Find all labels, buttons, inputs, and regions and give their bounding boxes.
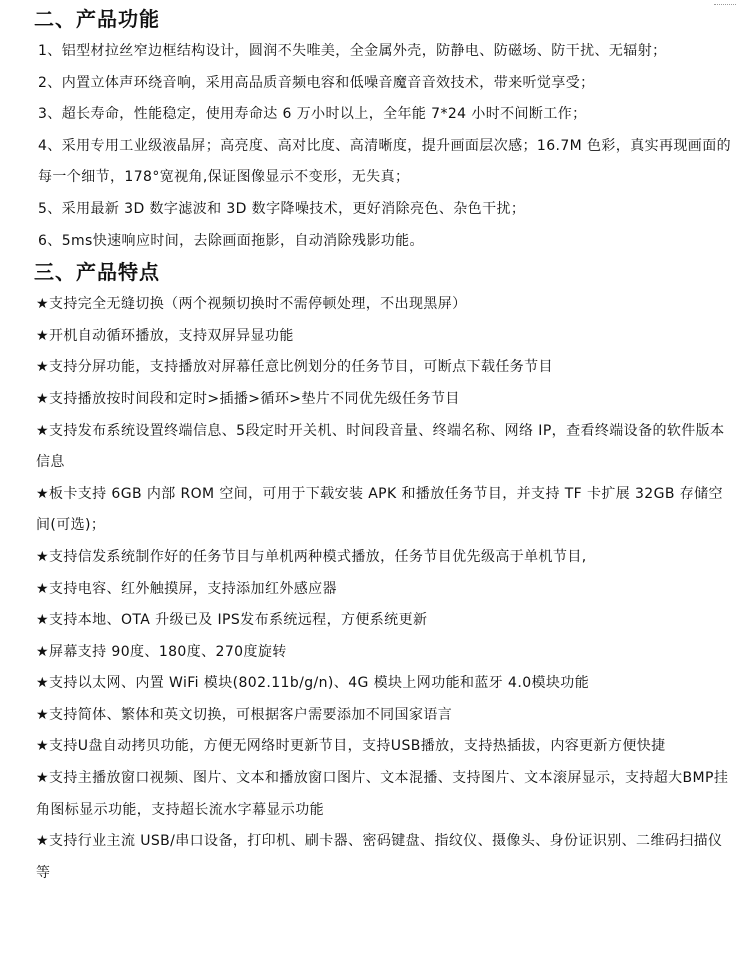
feature-item [36, 574, 734, 606]
feature-item [36, 321, 734, 353]
star-icon: ★ [36, 548, 49, 565]
feature-text: 支持行业主流 USB/串口设备，打印机、刷卡器、密码键盘、指纹仪、摄像头、身份证识别、二维码扫描仪等 [36, 833, 723, 881]
star-icon: ★ [36, 833, 49, 850]
feature-text: 支持U盘自动拷贝功能，方便无网络时更新节目，支持USB播放，支持热插拔，内容更新方便快捷 [48, 738, 666, 755]
feature-item [36, 668, 734, 700]
feature-item [36, 605, 734, 637]
function-item: 5、采用最新 3D 数字滤波和 3D 数字降噪技术，更好消除亮色、杂色干扰； [38, 200, 526, 217]
section-features-title: 三、产品特点 [34, 260, 160, 285]
star-icon: ★ [36, 706, 49, 723]
function-item: 2、内置立体声环绕音响，采用高品质音频电容和低噪音魔音音效技术，带来听觉享受； [38, 74, 595, 91]
star-icon: ★ [36, 675, 49, 692]
feature-item [36, 384, 734, 416]
star-icon: ★ [36, 612, 49, 629]
feature-text: 支持播放按时间段和定时>插播>循环>垫片不同优先级任务节目 [48, 390, 460, 407]
feature-text: 支持发布系统设置终端信息、5段定时开关机、时间段音量、终端名称、网络 IP，查看终端设备的软件版本信息 [36, 422, 725, 471]
feature-item [36, 700, 734, 732]
feature-text: 开机自动循环播放，支持双屏异显功能 [48, 327, 294, 344]
functions-list [38, 36, 734, 257]
function-item: 6、5ms快速响应时间，去除画面拖影，自动消除残影功能。 [38, 232, 424, 249]
feature-item [36, 416, 734, 479]
feature-item [36, 289, 734, 321]
star-icon: ★ [36, 643, 49, 660]
function-item: 3、超长寿命，性能稳定，使用寿命达 6 万小时以上，全年能 7*24 小时不间断工作； [38, 106, 587, 123]
feature-text: 支持简体、繁体和英文切换，可根据客户需要添加不同国家语言 [48, 706, 453, 723]
star-icon: ★ [36, 580, 49, 597]
feature-item [36, 479, 734, 542]
star-icon: ★ [36, 359, 49, 376]
function-item: 1、铝型材拉丝窄边框结构设计，圆润不失唯美，全金属外壳，防静电、防磁场、防干扰、无辐射； [38, 43, 667, 59]
feature-item [36, 637, 734, 669]
star-icon: ★ [36, 770, 49, 787]
feature-text: 支持分屏功能，支持播放对屏幕任意比例划分的任务节目，可断点下载任务节目 [48, 359, 553, 376]
feature-text: 屏幕支持 90度、180度、270度旋转 [48, 643, 287, 660]
feature-item [36, 826, 734, 889]
feature-item [36, 763, 734, 826]
star-icon: ★ [36, 422, 49, 439]
features-list [38, 289, 734, 889]
feature-text: 支持本地、OTA 升级已及 IPS发布系统远程，方便系统更新 [48, 612, 428, 629]
section-functions-title: 二、产品功能 [34, 7, 160, 31]
star-icon: ★ [36, 327, 49, 344]
feature-text: 支持完全无缝切换（两个视频切换时不需停顿处理，不出现黑屏） [48, 296, 467, 313]
star-icon: ★ [36, 390, 49, 407]
feature-item [36, 542, 734, 574]
star-icon: ★ [36, 738, 49, 755]
feature-text: 支持电容、红外触摸屏，支持添加红外感应器 [48, 580, 337, 597]
star-icon: ★ [36, 485, 49, 502]
function-item: 4、采用专用工业级液晶屏；高亮度、高对比度、高清晰度，提升画面层次感；16.7M 色彩，真实再现画面的每一个细节，178°宽视角,保证图像显示不变形，无失真； [38, 137, 732, 186]
page-corner-mark [714, 4, 736, 7]
feature-text: 支持以太网、内置 WiFi 模块(802.11b/g/n)、4G 模块上网功能和蓝牙 4.0模块功能 [48, 675, 590, 692]
feature-item [36, 731, 734, 763]
feature-item [36, 352, 734, 384]
feature-text: 支持信发系统制作好的任务节目与单机两种模式播放，任务节目优先级高于单机节目, [48, 548, 587, 565]
star-icon: ★ [36, 296, 49, 313]
feature-text: 支持主播放窗口视频、图片、文本和播放窗口图片、文本混播、支持图片、文本滚屏显示，支持超大BMP挂角图标显示功能，支持超长流水字幕显示功能 [36, 770, 729, 818]
feature-text: 板卡支持 6GB 内部 ROM 空间，可用于下载安装 APK 和播放任务节目，并支持 TF 卡扩展 32GB 存储空间(可选)； [36, 485, 723, 534]
